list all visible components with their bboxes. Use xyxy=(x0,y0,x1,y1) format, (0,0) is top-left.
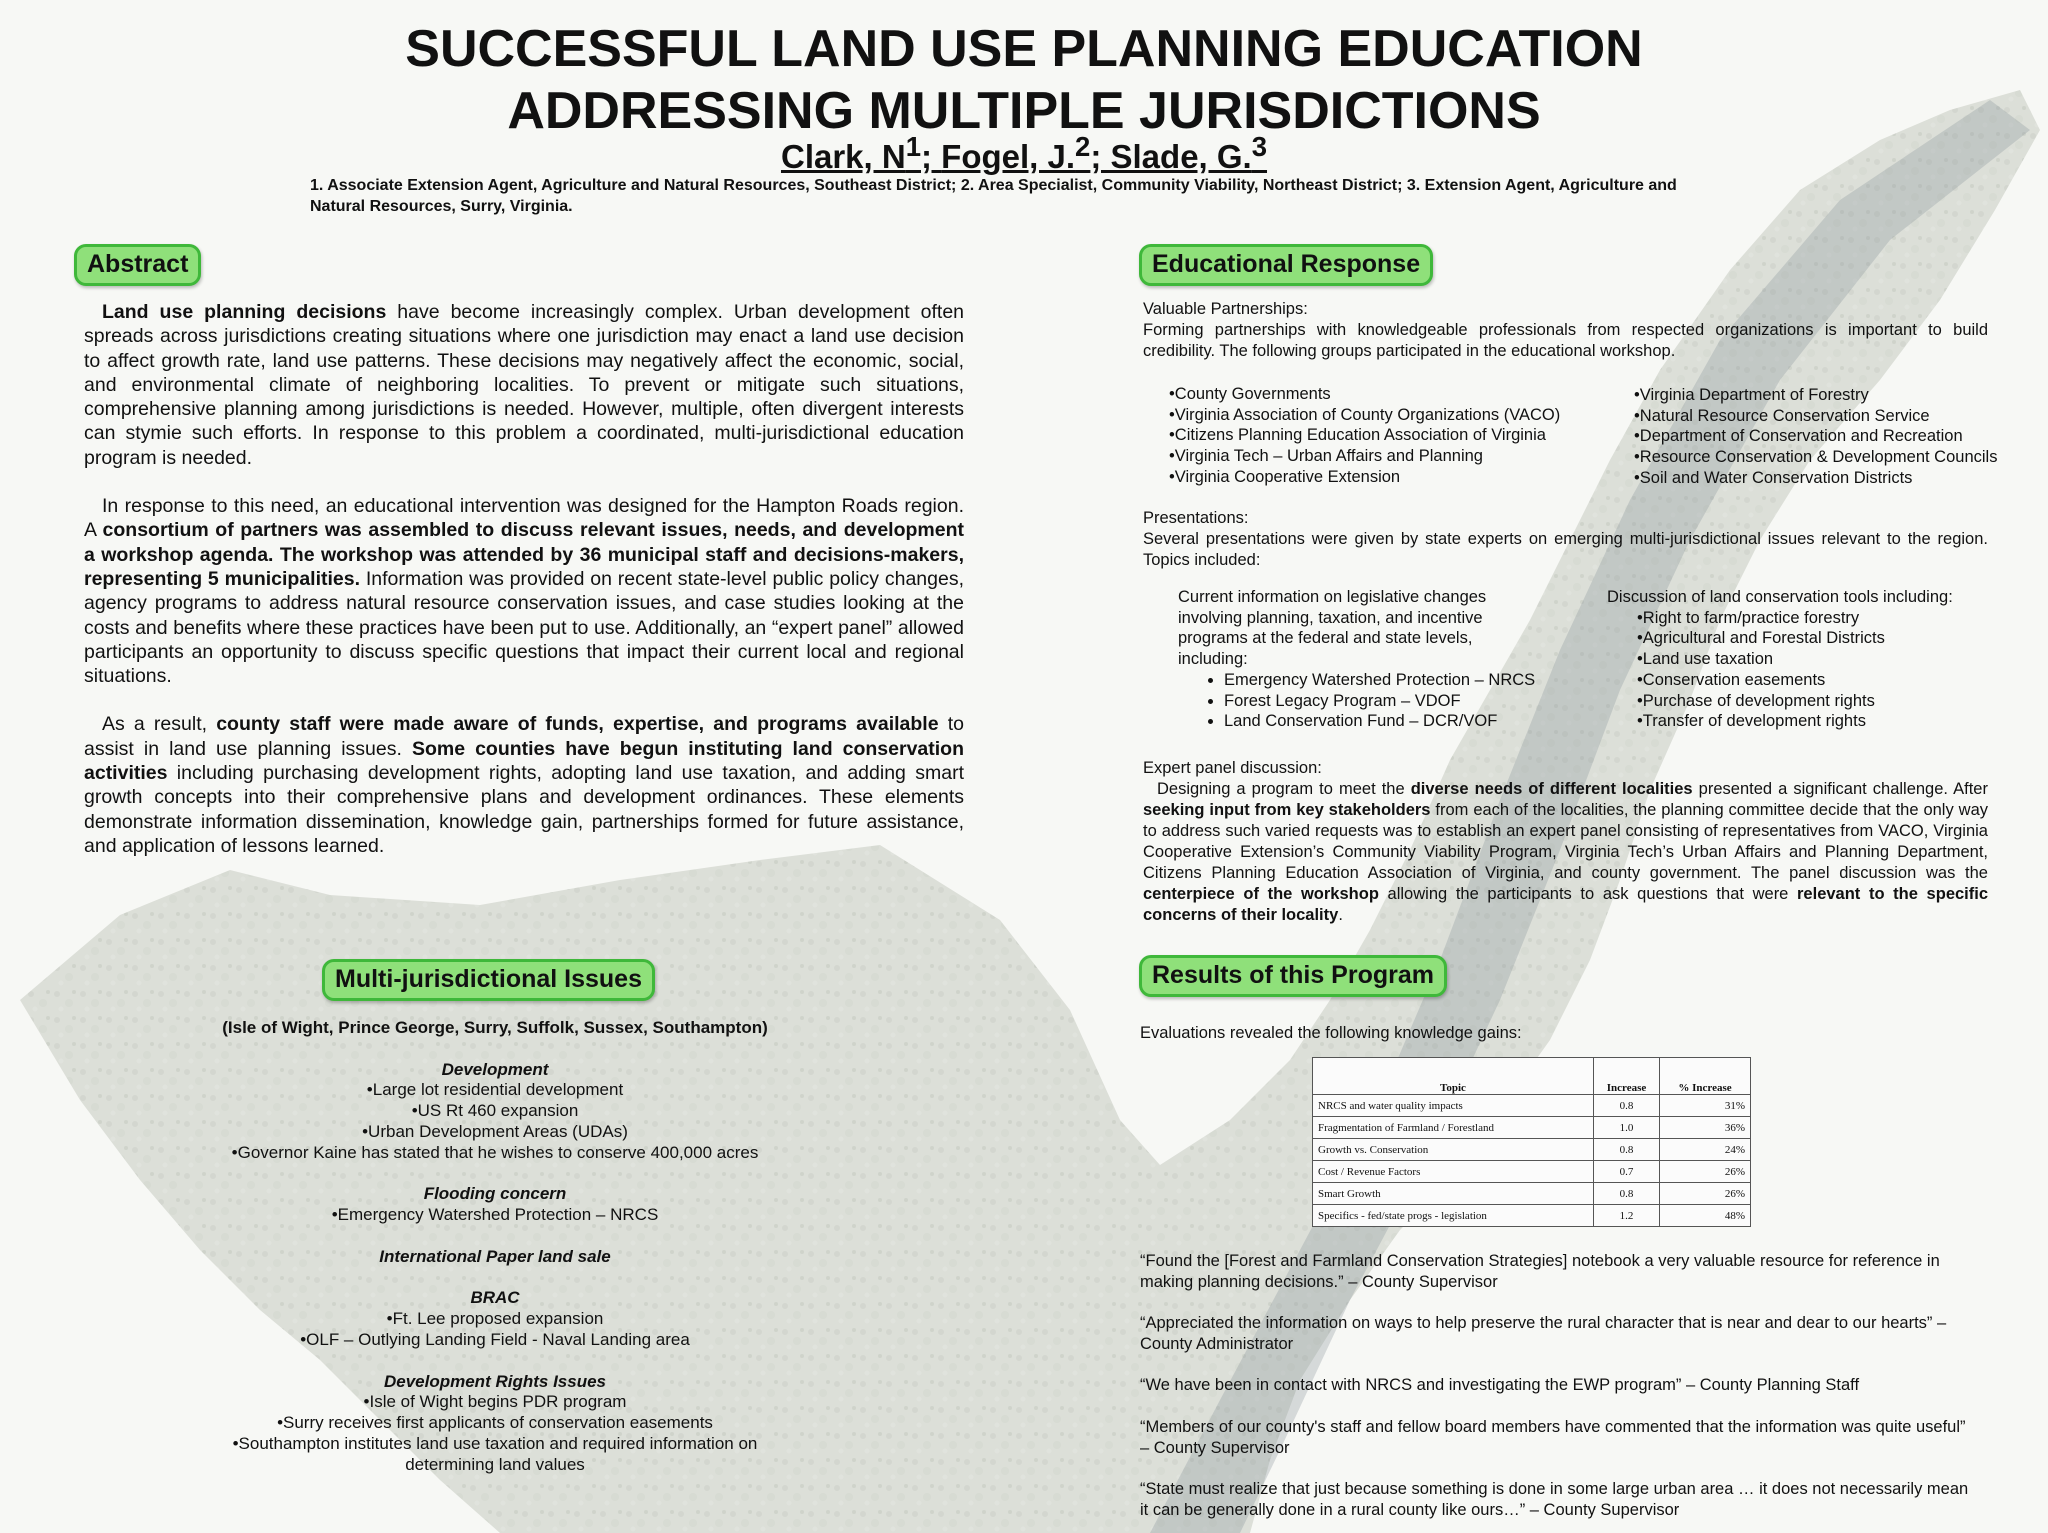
multi-jurisdictional-content xyxy=(165,1018,825,1476)
author-2-affil: 2 xyxy=(1075,131,1091,162)
abstract-text: including purchasing development rights, adopting land use taxation, and adding smart growth concepts into their comprehensive plans and development ordinances. These elements demonstrate information dissemination, knowledge gain, partnerships formed for future assistance, and application of lessons learned. xyxy=(84,762,964,857)
development-title: Development xyxy=(441,1059,549,1079)
topics-left xyxy=(1178,587,1598,732)
author-1-affil: 1 xyxy=(905,131,921,162)
development-item: •US Rt 460 expansion xyxy=(411,1101,579,1121)
partner-group: •Virginia Tech – Urban Affairs and Planning xyxy=(1169,447,1483,466)
expert-text: allowing the participants to ask questions that were xyxy=(1378,885,1798,903)
conservation-tool: •Transfer of development rights xyxy=(1637,712,1866,731)
table-cell: 36% xyxy=(1660,1117,1751,1139)
partner-group: •Virginia Department of Forestry xyxy=(1634,386,1869,404)
partner-group: •Citizens Planning Education Association of Virginia xyxy=(1169,426,1546,445)
table-cell: 26% xyxy=(1660,1161,1751,1183)
table-cell: Cost / Revenue Factors xyxy=(1313,1161,1594,1183)
table-cell: Specifics - fed/state progs - legislation xyxy=(1313,1205,1594,1227)
table-row xyxy=(1313,1095,1751,1117)
partnerships-text: Forming partnerships with knowledgeable professionals from respected organizations is important to build credibility. The following groups participated in the educational workshop. xyxy=(1143,321,1988,360)
topics-program-item: • Forest Legacy Program – VDOF xyxy=(1224,691,1598,712)
abstract-paragraph-2 xyxy=(84,494,964,688)
partnerships-label: Valuable Partnerships: xyxy=(1143,300,1308,318)
expert-emphasis: centerpiece of the workshop xyxy=(1143,885,1379,903)
table-cell: 48% xyxy=(1660,1205,1751,1227)
development-rights-title: Development Rights Issues xyxy=(383,1371,606,1391)
abstract-emphasis: Land use planning decisions xyxy=(102,301,387,323)
abstract-text: to assist in land use planning issues. xyxy=(84,713,964,760)
jurisdiction-list: (Isle of Wight, Prince George, Surry, Suffolk, Sussex, Southampton) xyxy=(222,1018,768,1037)
expert-text: from each of the localities, the planning committee decide that the only way to address such varied requests was to establish an expert panel consisting of representatives from VACO, Virginia Cooperative Extension’s Community Viability Program, Virginia Tech’s Urban Affairs and Planning Department, Citizens Planning Education Association of Virginia, and county government. The panel discussion was the xyxy=(1143,801,1988,882)
presentations-label: Presentations: xyxy=(1143,509,1249,527)
development-rights-item: •Isle of Wight begins PDR program xyxy=(363,1392,627,1412)
conservation-tool: •Purchase of development rights xyxy=(1637,691,1875,710)
topics-intro-line: Current information on legislative changes xyxy=(1178,588,1487,606)
conservation-tool: •Conservation easements xyxy=(1637,670,1826,689)
table-cell: NRCS and water quality impacts xyxy=(1313,1095,1594,1117)
table-cell: Smart Growth xyxy=(1313,1183,1594,1205)
conservation-tool: •Land use taxation xyxy=(1637,650,1774,669)
table-header: % Increase xyxy=(1660,1058,1751,1095)
poster-title-line-2: ADDRESSING MULTIPLE JURISDICTIONS xyxy=(507,82,1541,140)
topics-program-item: • Emergency Watershed Protection – NRCS xyxy=(1224,670,1598,691)
table-cell: 31% xyxy=(1660,1095,1751,1117)
abstract-emphasis: consortium of partners was assembled to discuss relevant issues, needs, and development a workshop agenda. The workshop was attended by 36 municipal staff and decisions-makers, representing 5 municipalities. xyxy=(84,519,964,590)
partnerships-section xyxy=(1143,299,1988,362)
development-rights-item: •Southampton institutes land use taxation and required information on xyxy=(232,1433,758,1453)
multi-jurisdictional-heading: Multi-jurisdictional Issues xyxy=(322,959,655,1001)
table-cell: 0.7 xyxy=(1594,1161,1660,1183)
abstract-emphasis: Some counties have begun instituting land conservation activities xyxy=(84,737,965,785)
brac-item: •OLF – Outlying Landing Field - Naval Landing area xyxy=(300,1329,690,1349)
topics-intro-line: involving planning, taxation, and incentive xyxy=(1178,608,1483,627)
table-row xyxy=(1313,1117,1751,1139)
author-list xyxy=(0,131,2048,176)
testimonial-quote: “State must realize that just because something is done in some large urban area … it does not necessarily mean it can be generally done in a rural county like ours…” – County Supervisor xyxy=(1140,1480,1969,1519)
development-item: •Governor Kaine has stated that he wishes to conserve 400,000 acres xyxy=(231,1142,759,1162)
table-header-row xyxy=(1313,1058,1751,1095)
table-cell: Fragmentation of Farmland / Forestland xyxy=(1313,1117,1594,1139)
topics-right xyxy=(1607,587,2027,732)
table-cell: 1.0 xyxy=(1594,1117,1660,1139)
table-cell: 24% xyxy=(1660,1139,1751,1161)
partner-group: •Virginia Association of County Organizations (VACO) xyxy=(1169,405,1561,424)
abstract-paragraph-3 xyxy=(84,712,964,858)
brac-item: •Ft. Lee proposed expansion xyxy=(386,1309,604,1329)
partner-group: •Department of Conservation and Recreation xyxy=(1634,427,1963,446)
results-intro: Evaluations revealed the following knowledge gains: xyxy=(1140,1024,1522,1042)
educational-response-heading: Educational Response xyxy=(1139,244,1433,286)
presentations-section xyxy=(1143,508,1988,571)
affiliations: 1. Associate Extension Agent, Agriculture and Natural Resources, Southeast District; 2. Area Specialist, Community Viability, Northeast District; 3. Extension Agent, Agriculture and Natural Resources, Surry, Virginia. xyxy=(310,177,1677,215)
expert-panel-section xyxy=(1143,758,1988,926)
partner-group: •County Governments xyxy=(1169,385,1331,403)
author-3: Slade, G. xyxy=(1110,138,1252,175)
partner-group: •Natural Resource Conservation Service xyxy=(1634,406,1930,425)
testimonial-quote: “Members of our county's staff and fellow board members have commented that the information was quite useful” – County Supervisor xyxy=(1140,1418,1966,1457)
author-3-affil: 3 xyxy=(1251,131,1268,162)
results-heading: Results of this Program xyxy=(1139,955,1447,997)
expert-text: . xyxy=(1338,906,1343,924)
partner-group: •Resource Conservation & Development Councils xyxy=(1634,448,1998,467)
table-cell: Growth vs. Conservation xyxy=(1313,1139,1594,1161)
table-cell: 26% xyxy=(1660,1183,1751,1205)
abstract-text: have become increasingly complex. Urban development often spreads across jurisdictions creating situations where one jurisdiction may enact a land use decision to affect growth rate, land use patterns. These decisions may negatively affect the economic, social, and environmental climate of neighboring localities. To prevent or mitigate such situations, comprehensive planning among jurisdictions is needed. However, multiple, often divergent interests can stymie such efforts. In response to this problem a coordinated, multi-jurisdictional education program is needed. xyxy=(84,301,965,469)
table-row xyxy=(1313,1161,1751,1183)
expert-panel-text xyxy=(1143,779,1988,926)
partner-groups-right xyxy=(1634,385,2046,489)
expert-panel-label: Expert panel discussion: xyxy=(1143,759,1322,777)
table-row xyxy=(1313,1139,1751,1161)
knowledge-gains-table-wrap xyxy=(1312,1057,1751,1227)
knowledge-gains-table xyxy=(1312,1057,1751,1227)
abstract-paragraph-1 xyxy=(84,300,964,470)
topics-program-item: • Land Conservation Fund – DCR/VOF xyxy=(1224,711,1598,732)
abstract-heading: Abstract xyxy=(74,244,201,286)
partner-group: •Virginia Cooperative Extension xyxy=(1169,467,1401,486)
expert-text: presented a significant challenge. After xyxy=(1692,780,1988,798)
conservation-tools-list xyxy=(1607,608,2027,732)
expert-emphasis: diverse needs of different localities xyxy=(1410,780,1693,798)
table-cell: 1.2 xyxy=(1594,1205,1660,1227)
author-separator: ; xyxy=(1090,138,1111,175)
topics-program-list xyxy=(1178,670,1598,732)
topics-intro-line: programs at the federal and state levels, xyxy=(1178,629,1473,648)
testimonial-quote: “We have been in contact with NRCS and investigating the EWP program” – County Planning Staff xyxy=(1140,1376,1860,1394)
expert-emphasis: relevant to the specific concerns of their locality xyxy=(1143,885,1989,924)
table-row xyxy=(1313,1183,1751,1205)
testimonial-quote: “Found the [Forest and Farmland Conservation Strategies] notebook a very valuable resource for reference in making planning decisions.” – County Supervisor xyxy=(1140,1252,1940,1291)
partner-group: •Soil and Water Conservation Districts xyxy=(1634,468,1913,487)
topics-intro-line: including: xyxy=(1178,650,1248,669)
partner-groups-left xyxy=(1169,384,1629,488)
flooding-title: Flooding concern xyxy=(423,1184,567,1204)
abstract-body xyxy=(84,300,964,858)
conservation-tool: •Agricultural and Forestal Districts xyxy=(1637,629,1885,648)
abstract-emphasis: county staff were made aware of funds, expertise, and programs available xyxy=(216,713,939,736)
table-header: Increase xyxy=(1594,1058,1660,1095)
brac-title: BRAC xyxy=(470,1288,520,1308)
table-row xyxy=(1313,1205,1751,1227)
development-item: •Urban Development Areas (UDAs) xyxy=(362,1121,628,1141)
poster-title-line-1: SUCCESSFUL LAND USE PLANNING EDUCATION xyxy=(405,20,1643,78)
development-item: •Large lot residential development xyxy=(366,1080,624,1100)
development-rights-item: •Surry receives first applicants of conservation easements xyxy=(277,1413,713,1433)
table-header: Topic xyxy=(1313,1058,1594,1095)
author-separator: ; xyxy=(921,138,942,175)
presentations-text: Several presentations were given by state experts on emerging multi-jurisdictional issues relevant to the region. Topics included: xyxy=(1143,530,1988,569)
expert-emphasis: seeking input from key stakeholders xyxy=(1143,801,1431,819)
flooding-item: •Emergency Watershed Protection – NRCS xyxy=(331,1205,659,1225)
development-rights-item: determining land values xyxy=(405,1454,585,1474)
topics-right-intro: Discussion of land conservation tools including: xyxy=(1607,588,1953,606)
abstract-text: As a result, xyxy=(102,713,217,736)
table-cell: 0.8 xyxy=(1594,1183,1660,1205)
table-cell: 0.8 xyxy=(1594,1095,1660,1117)
expert-text: Designing a program to meet the xyxy=(1157,780,1411,798)
conservation-tool: •Right to farm/practice forestry xyxy=(1637,608,1860,627)
author-2: Fogel, J. xyxy=(941,138,1076,175)
international-paper-title: International Paper land sale xyxy=(379,1246,611,1266)
table-cell: 0.8 xyxy=(1594,1139,1660,1161)
author-1: Clark, N xyxy=(780,138,906,175)
testimonial-quote: “Appreciated the information on ways to help preserve the rural character that is near and dear to our hearts” – County Administrator xyxy=(1140,1314,1947,1353)
abstract-text: In response to this need, an educational intervention was designed for the Hampton Roads region. A xyxy=(84,495,964,542)
abstract-text: Information was provided on recent state-level public policy changes, agency programs to address natural resource conservation issues, and case studies looking at the costs and benefits where these practices have been put to use. Additionally, an “expert panel” allowed participants an opportunity to discuss specific questions that impact their current local and regional situations. xyxy=(84,567,964,688)
